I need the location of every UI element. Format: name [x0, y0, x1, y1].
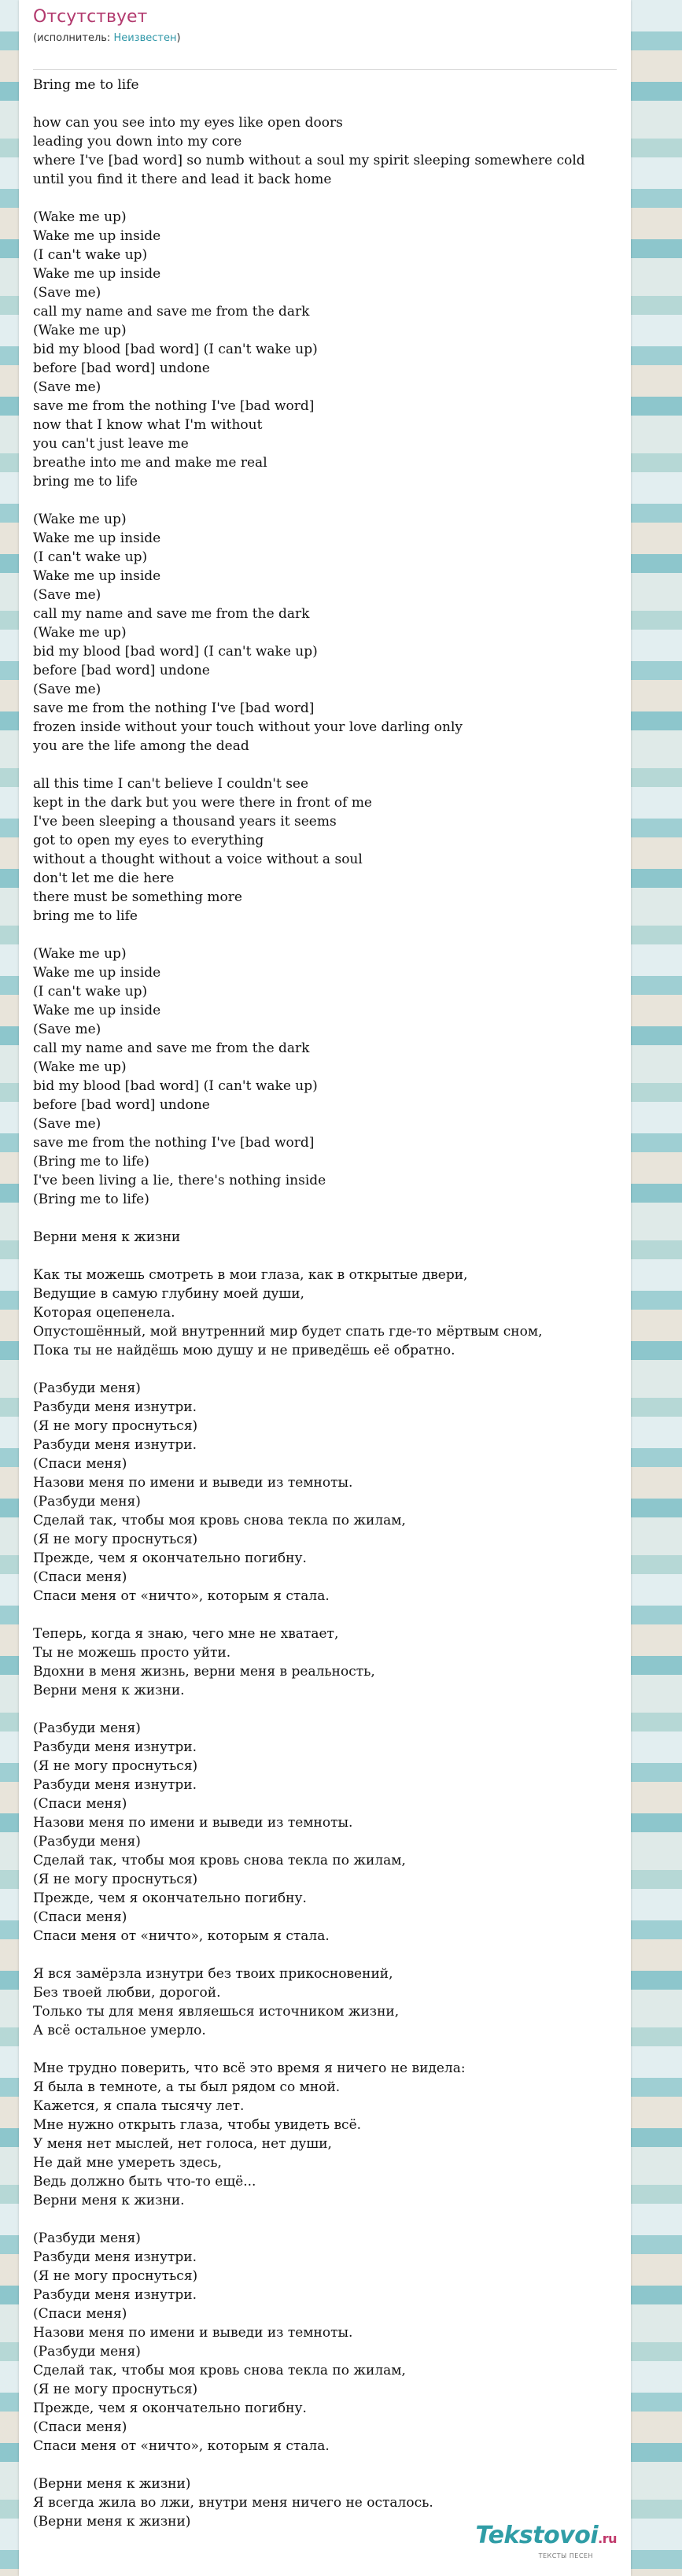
lyric-line: Спаси меня от «ничто», которым я стала. [33, 2438, 330, 2454]
lyric-line: Разбуди меня изнутри. [33, 1399, 197, 1415]
lyric-line: (Разбуди меня) [33, 1720, 141, 1736]
lyric-line: there must be something more [33, 889, 242, 905]
lyric-blank-line [33, 1209, 631, 1228]
lyric-line: (Save me) [33, 1116, 101, 1132]
lyric-line: bid my blood [bad word] (I can't wake up) [33, 644, 318, 660]
lyric-line: (Wake me up) [33, 323, 127, 338]
lyric-blank-line [33, 1247, 631, 1266]
logo-tagline: ТЕКСТЫ ПЕСЕН [538, 2552, 593, 2559]
lyric-line: call my name and save me from the dark [33, 606, 310, 622]
lyric-line: Не дай мне умереть здесь, [33, 2155, 222, 2171]
lyric-line: without a thought without a voice without a soul [33, 852, 363, 867]
lyric-line: save me from the nothing I've [bad word] [33, 700, 315, 716]
lyric-line: Ведущие в самую глубину моей души, [33, 1286, 304, 1302]
lyric-line: Мне нужно открыть глаза, чтобы увидеть всё. [33, 2117, 362, 2133]
lyric-line: (I can't wake up) [33, 984, 148, 1000]
lyric-line: Вдохни в меня жизнь, верни меня в реальность, [33, 1664, 375, 1680]
lyrics-page [19, 0, 631, 2576]
lyric-line: Wake me up inside [33, 228, 161, 244]
lyric-line: Которая оцепенела. [33, 1305, 175, 1321]
lyric-line: I've been living a lie, there's nothing inside [33, 1173, 326, 1188]
lyric-line: А всё остальное умерло. [33, 2023, 206, 2038]
lyric-line: Верни меня к жизни. [33, 1683, 185, 1698]
lyric-line: Прежде, чем я окончательно погибну. [33, 2400, 307, 2416]
lyric-line: (Спаси меня) [33, 1909, 127, 1925]
performer-line [33, 31, 181, 46]
lyric-blank-line [33, 491, 631, 510]
lyric-line: until you find it there and lead it back home [33, 172, 332, 187]
lyric-line: (Я не могу проснуться) [33, 1758, 198, 1774]
lyric-line: Сделай так, чтобы моя кровь снова текла по жилам, [33, 2363, 406, 2378]
lyric-line: Я вся замёрзла изнутри без твоих прикосновений, [33, 1966, 393, 1982]
lyric-line: frozen inside without your touch without your love darling only [33, 719, 463, 735]
lyric-line: Wake me up inside [33, 266, 161, 282]
lyric-line: (Спаси меня) [33, 1456, 127, 1472]
lyric-line: Как ты можешь смотреть в мои глаза, как в открытые двери, [33, 1267, 468, 1283]
lyric-line: Верни меня к жизни [33, 1229, 181, 1245]
lyric-line: (Я не могу проснуться) [33, 2382, 198, 2397]
lyric-line: Назови меня по имени и выведи из темноты. [33, 1475, 353, 1491]
lyric-line: (Спаси меня) [33, 2419, 127, 2435]
lyric-line: leading you down into my core [33, 134, 242, 150]
lyric-line: (Разбуди меня) [33, 1834, 141, 1850]
performer-link[interactable]: Неизвестен [113, 32, 177, 44]
lyric-line: Спаси меня от «ничто», которым я стала. [33, 1928, 330, 1944]
site-logo[interactable] [475, 2522, 617, 2560]
lyric-blank-line [33, 1360, 631, 1379]
lyric-blank-line [33, 2210, 631, 2229]
lyric-line: all this time I can't believe I couldn't see [33, 776, 309, 792]
lyric-line: before [bad word] undone [33, 360, 210, 376]
lyric-line: you can't just leave me [33, 436, 189, 452]
lyric-line: I've been sleeping a thousand years it seems [33, 814, 337, 830]
lyric-line: Bring me to life [33, 77, 139, 93]
lyric-blank-line [33, 2040, 631, 2059]
lyric-line: Я всегда жила во лжи, внутри меня ничего не осталось. [33, 2495, 433, 2511]
lyric-line: (Bring me to life) [33, 1192, 149, 1207]
lyric-line: Только ты для меня являешься источником жизни, [33, 2004, 400, 2020]
lyric-line: (I can't wake up) [33, 549, 148, 565]
lyric-line: Разбуди меня изнутри. [33, 2249, 197, 2265]
lyric-line: (Я не могу проснуться) [33, 1418, 198, 1434]
lyric-line: (Спаси меня) [33, 2306, 127, 2322]
lyric-line: Сделай так, чтобы моя кровь снова текла по жилам, [33, 1513, 406, 1528]
lyric-line: (Я не могу проснуться) [33, 1872, 198, 1887]
logo-name: Tekstovoi [475, 2522, 599, 2549]
lyric-line: (Верни меня к жизни) [33, 2476, 191, 2492]
lyric-blank-line [33, 189, 631, 208]
lyric-line: don't let me die here [33, 870, 175, 886]
lyric-line: Спаси меня от «ничто», которым я стала. [33, 1588, 330, 1604]
lyric-line: (Save me) [33, 1022, 101, 1037]
lyric-line: Теперь, когда я знаю, чего мне не хватает, [33, 1626, 339, 1642]
lyric-line: Прежде, чем я окончательно погибну. [33, 1550, 307, 1566]
lyric-line: Мне трудно поверить, что всё это время я ничего не видела: [33, 2060, 466, 2076]
lyric-line: kept in the dark but you were there in front of me [33, 795, 372, 811]
lyric-line: Кажется, я спала тысячу лет. [33, 2098, 245, 2114]
lyric-line: Wake me up inside [33, 1003, 161, 1018]
performer-prefix: (исполнитель: [33, 32, 114, 44]
lyric-line: Ведь должно быть что-то ещё... [33, 2174, 256, 2190]
lyric-line: Без твоей любви, дорогой. [33, 1985, 221, 2001]
lyric-line: Пока ты не найдёшь мою душу и не приведёшь её обратно. [33, 1343, 455, 1358]
lyric-line: (Save me) [33, 379, 101, 395]
lyric-line: now that I know what I'm without [33, 417, 263, 433]
logo-wordmark [475, 2522, 617, 2552]
lyric-line: save me from the nothing I've [bad word] [33, 398, 315, 414]
lyric-line: Разбуди меня изнутри. [33, 1437, 197, 1453]
lyric-line: Верни меня к жизни. [33, 2193, 185, 2208]
lyric-line: (I can't wake up) [33, 247, 148, 263]
lyric-line: call my name and save me from the dark [33, 1040, 310, 1056]
lyric-blank-line [33, 1946, 631, 1964]
lyric-line: (Я не могу проснуться) [33, 1532, 198, 1547]
lyric-line: got to open my eyes to everything [33, 833, 264, 848]
lyric-blank-line [33, 756, 631, 774]
lyric-blank-line [33, 1700, 631, 1719]
lyric-line: before [bad word] undone [33, 1097, 210, 1113]
lyric-line: bid my blood [bad word] (I can't wake up) [33, 342, 318, 357]
performer-suffix: ) [176, 32, 181, 44]
lyric-line: how can you see into my eyes like open doors [33, 115, 343, 131]
lyric-line: Разбуди меня изнутри. [33, 2287, 197, 2303]
lyric-line: before [bad word] undone [33, 663, 210, 678]
lyric-line: (Разбуди меня) [33, 2230, 141, 2246]
lyric-line: (Bring me to life) [33, 1154, 149, 1170]
lyric-blank-line [33, 1606, 631, 1624]
lyric-line: save me from the nothing I've [bad word] [33, 1135, 315, 1151]
lyric-line: Wake me up inside [33, 530, 161, 546]
lyric-line: (Save me) [33, 682, 101, 697]
lyric-line: Разбуди меня изнутри. [33, 1739, 197, 1755]
lyric-line: (Верни меня к жизни) [33, 2514, 191, 2530]
lyric-line: breathe into me and make me real [33, 455, 267, 471]
lyric-line: Разбуди меня изнутри. [33, 1777, 197, 1793]
lyric-line: (Wake me up) [33, 1059, 127, 1075]
lyric-line: (Я не могу проснуться) [33, 2268, 198, 2284]
lyric-line: where I've [bad word] so numb without a soul my spirit sleeping somewhere cold [33, 153, 585, 168]
lyric-line: Wake me up inside [33, 568, 161, 584]
lyric-line: (Разбуди меня) [33, 1494, 141, 1510]
lyric-line: (Wake me up) [33, 209, 127, 225]
lyric-line: Опустошённый, мой внутренний мир будет спать где-то мёртвым сном, [33, 1324, 543, 1340]
lyric-line: call my name and save me from the dark [33, 304, 310, 320]
lyric-line: Сделай так, чтобы моя кровь снова текла по жилам, [33, 1853, 406, 1868]
lyric-line: (Wake me up) [33, 512, 127, 527]
song-title: Отсутствует [33, 7, 148, 27]
header-divider [33, 69, 617, 70]
lyric-line: Ты не можешь просто уйти. [33, 1645, 231, 1661]
lyric-line: you are the life among the dead [33, 738, 249, 754]
lyric-line: Назови меня по имени и выведи из темноты. [33, 1815, 353, 1831]
lyric-line: (Разбуди меня) [33, 1380, 141, 1396]
lyric-line: (Wake me up) [33, 946, 127, 962]
lyric-line: (Спаси меня) [33, 1569, 127, 1585]
lyric-line: У меня нет мыслей, нет голоса, нет души, [33, 2136, 332, 2152]
lyric-line: (Спаси меня) [33, 1796, 127, 1812]
lyric-blank-line [33, 94, 631, 113]
lyric-line: Я была в темноте, а ты был рядом со мной. [33, 2079, 341, 2095]
lyric-blank-line [33, 926, 631, 944]
lyric-line: bring me to life [33, 908, 138, 924]
lyric-line: bid my blood [bad word] (I can't wake up) [33, 1078, 318, 1094]
lyric-line: (Save me) [33, 587, 101, 603]
lyric-line: Wake me up inside [33, 965, 161, 981]
logo-tld: .ru [598, 2531, 617, 2546]
lyric-line: (Wake me up) [33, 625, 127, 641]
lyric-line: (Разбуди меня) [33, 2344, 141, 2360]
lyric-line: bring me to life [33, 474, 138, 490]
lyric-line: (Save me) [33, 285, 101, 301]
lyric-line: Прежде, чем я окончательно погибну. [33, 1890, 307, 1906]
lyric-line: Назови меня по имени и выведи из темноты. [33, 2325, 353, 2341]
lyric-blank-line [33, 2456, 631, 2474]
lyrics-text [33, 76, 631, 2531]
